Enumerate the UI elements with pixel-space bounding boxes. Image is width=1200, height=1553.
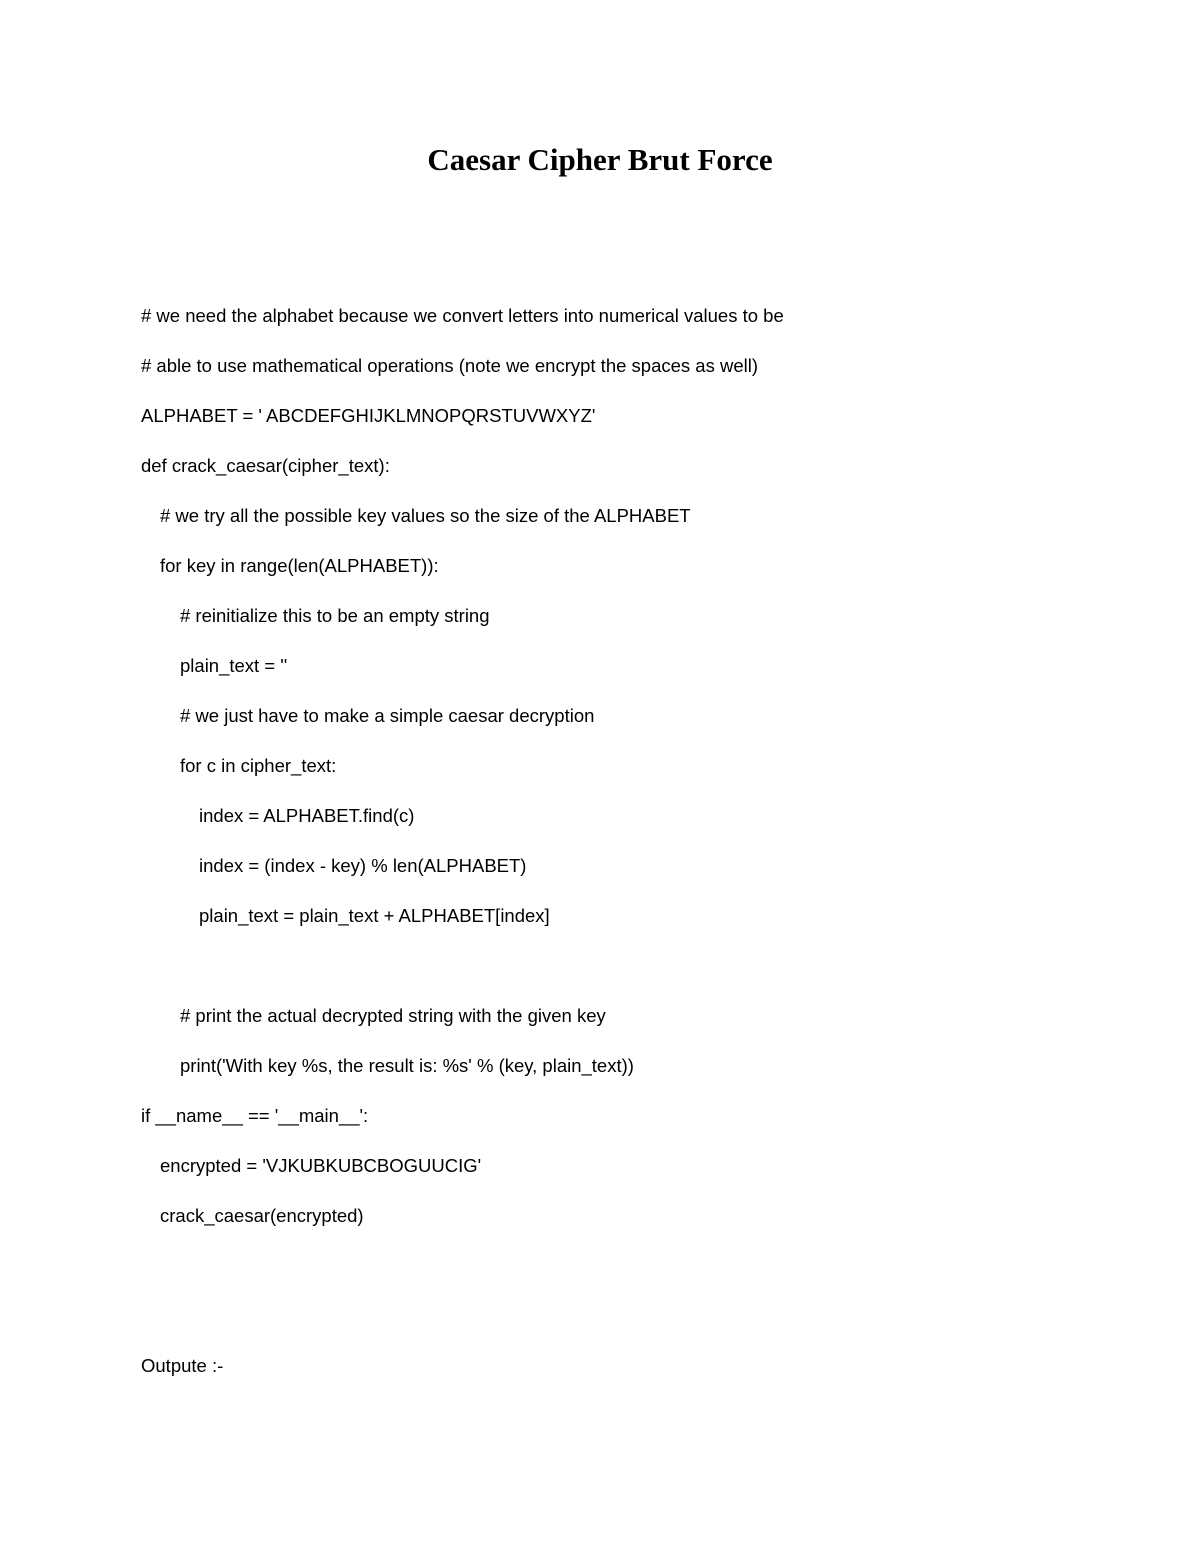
code-line: for c in cipher_text: — [180, 755, 337, 776]
code-line: # print the actual decrypted string with the given key — [180, 1005, 606, 1026]
code-line: index = (index - key) % len(ALPHABET) — [199, 855, 527, 876]
code-line: plain_text = '' — [180, 655, 288, 676]
code-line: # we need the alphabet because we convert letters into numerical values to be — [141, 305, 784, 326]
code-line: def crack_caesar(cipher_text): — [141, 455, 390, 476]
code-line: # reinitialize this to be an empty string — [180, 605, 490, 626]
code-line: # we try all the possible key values so the size of the ALPHABET — [160, 505, 691, 526]
code-line: plain_text = plain_text + ALPHABET[index] — [199, 905, 550, 926]
code-line: print('With key %s, the result is: %s' % (key, plain_text)) — [180, 1055, 634, 1076]
code-line: # able to use mathematical operations (note we encrypt the spaces as well) — [141, 355, 758, 376]
code-line: for key in range(len(ALPHABET)): — [160, 555, 439, 576]
code-line: if __name__ == '__main__': — [141, 1105, 369, 1126]
document-title: Caesar Cipher Brut Force — [427, 142, 773, 177]
output-label: Outpute :- — [141, 1355, 224, 1376]
code-line: ALPHABET = ' ABCDEFGHIJKLMNOPQRSTUVWXYZ' — [141, 405, 596, 426]
code-line: encrypted = 'VJKUBKUBCBOGUUCIG' — [160, 1155, 482, 1176]
code-line: index = ALPHABET.find(c) — [199, 805, 415, 826]
code-line: # we just have to make a simple caesar decryption — [180, 705, 595, 726]
code-line: crack_caesar(encrypted) — [160, 1205, 364, 1226]
